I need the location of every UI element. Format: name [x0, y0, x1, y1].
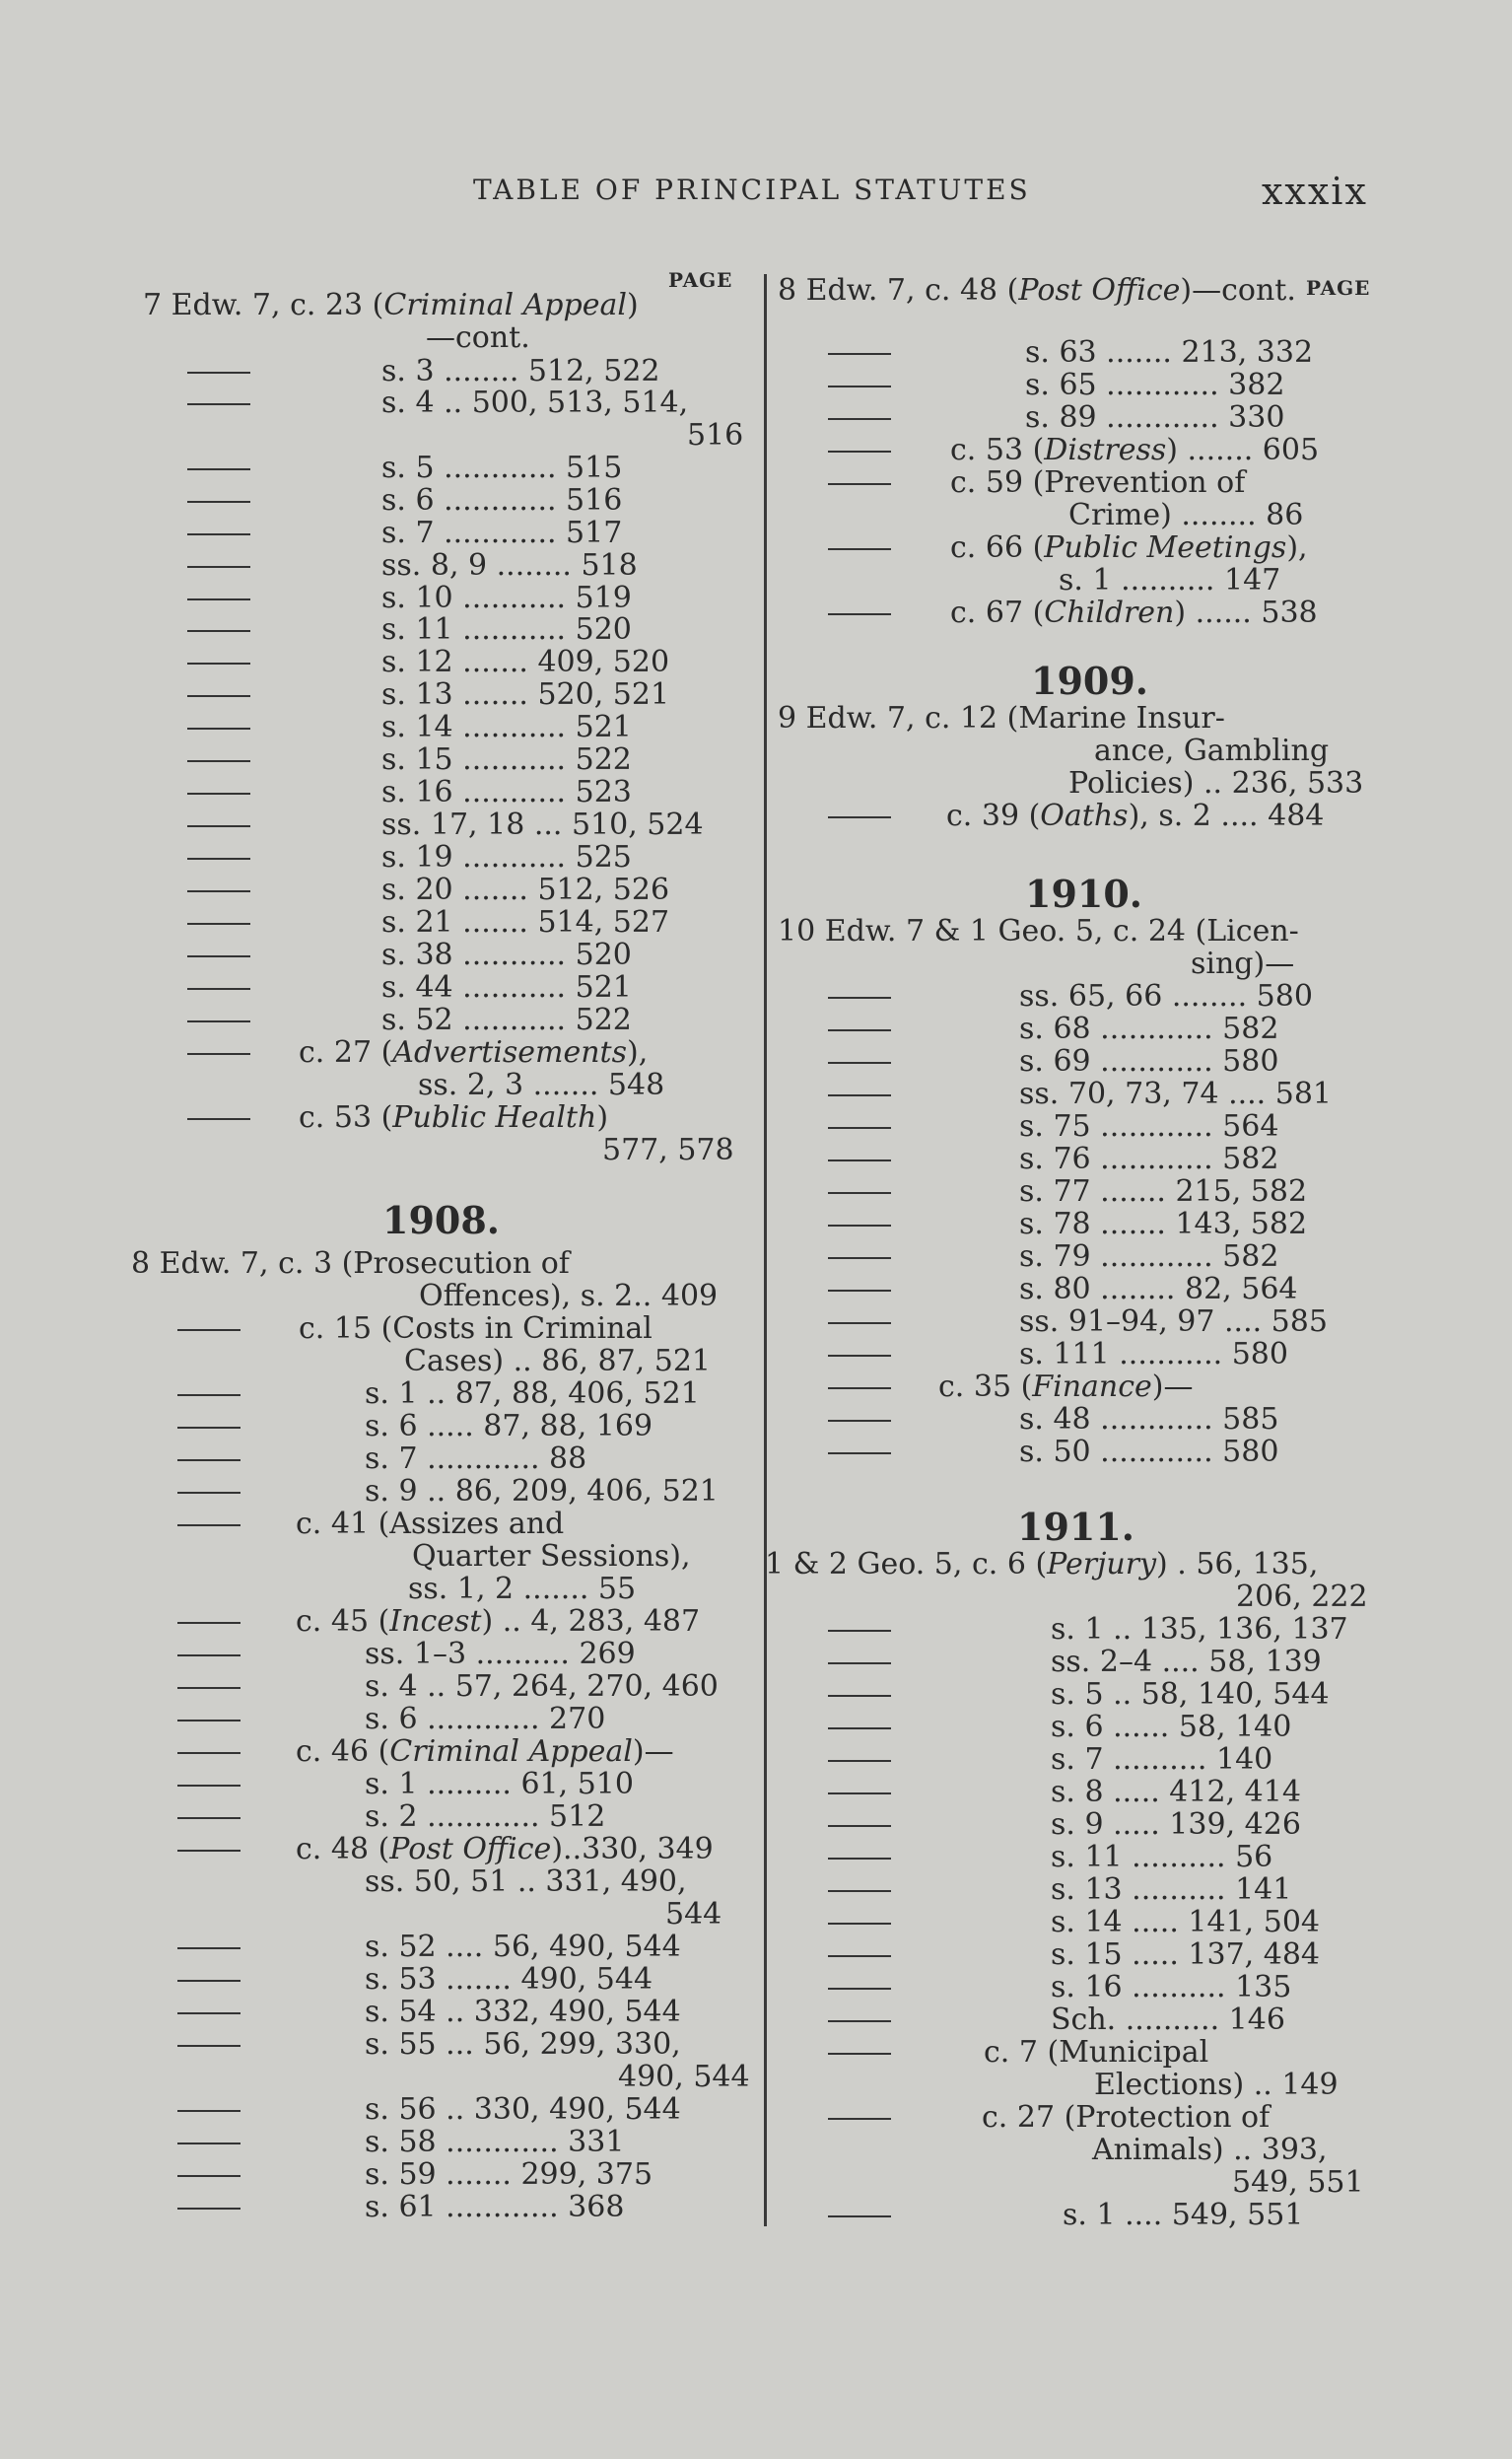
left-page-label: PAGE: [668, 268, 733, 292]
ditto-dash-line: [828, 1355, 891, 1357]
ditto-dash-line: [828, 1159, 891, 1161]
index-entry: 9 Edw. 7, c. 12 (Marine Insur-: [778, 701, 1225, 736]
ditto-dash-line: [828, 1923, 891, 1925]
index-entry: 8 Edw. 7, c. 48 (Post Office)—cont.: [778, 273, 1296, 308]
index-entry: s. 13 ....... 520, 521: [381, 677, 670, 712]
index-entry: s. 9 ..... 139, 426: [1051, 1807, 1301, 1842]
ditto-dash-line: [187, 598, 250, 600]
index-entry: s. 75 ............ 564: [1019, 1109, 1279, 1144]
index-entry: ss. 17, 18 ... 510, 524: [381, 808, 704, 842]
ditto-dash-line: [828, 1322, 891, 1324]
index-entry: Sch. .......... 146: [1051, 2002, 1285, 2037]
index-entry: ance, Gambling: [1094, 734, 1330, 768]
ditto-dash-line: [828, 1062, 891, 1064]
ditto-dash-line: [828, 816, 891, 818]
year-heading: 1911.: [1017, 1505, 1134, 1549]
ditto-dash-line: [187, 955, 250, 957]
index-entry: c. 53 (Distress) ....... 605: [950, 433, 1320, 467]
ditto-dash-line: [828, 1955, 891, 1957]
column-divider: [764, 274, 767, 2226]
index-entry: c. 67 (Children) ...... 538: [950, 596, 1318, 630]
ditto-dash-line: [187, 630, 250, 632]
index-entry: c. 59 (Prevention of: [950, 465, 1246, 500]
ditto-dash-line: [177, 2175, 241, 2177]
ditto-dash-line: [828, 1988, 891, 1990]
ditto-dash-line: [828, 1387, 891, 1389]
ditto-dash-line: [828, 451, 891, 453]
index-entry: s. 68 ............ 582: [1019, 1012, 1279, 1046]
index-entry: s. 38 ........... 520: [381, 938, 632, 972]
ditto-dash-line: [177, 1329, 241, 1331]
index-entry: Cases) .. 86, 87, 521: [404, 1344, 711, 1378]
index-entry: s. 14 ..... 141, 504: [1051, 1905, 1320, 1939]
index-entry: Policies) .. 236, 533: [1068, 766, 1364, 801]
ditto-dash-line: [177, 1720, 241, 1721]
index-entry: ss. 65, 66 ........ 580: [1019, 979, 1313, 1014]
ditto-dash-line: [828, 1225, 891, 1227]
ditto-dash-line: [828, 2118, 891, 2120]
index-entry: 549, 551: [1232, 2165, 1364, 2200]
ditto-dash-line: [177, 1492, 241, 1494]
index-entry: s. 63 ....... 213, 332: [1025, 335, 1314, 370]
index-entry: s. 10 ........... 519: [381, 581, 632, 615]
index-entry: s. 14 ........... 521: [381, 710, 632, 744]
index-entry: 490, 544: [618, 2060, 750, 2094]
index-entry: c. 45 (Incest) .. 4, 283, 487: [296, 1604, 701, 1639]
index-entry: Elections) .. 149: [1094, 2068, 1339, 2102]
index-entry: ss. 2–4 .... 58, 139: [1051, 1645, 1322, 1679]
index-entry: s. 77 ....... 215, 582: [1019, 1174, 1308, 1209]
ditto-dash-line: [828, 1825, 891, 1827]
index-entry: s. 13 .......... 141: [1051, 1872, 1292, 1907]
ditto-dash-line: [187, 695, 250, 697]
index-entry: c. 27 (Protection of: [982, 2100, 1271, 2135]
index-entry: s. 1 .......... 147: [1059, 563, 1281, 597]
ditto-dash-line: [187, 728, 250, 730]
ditto-dash-line: [187, 533, 250, 535]
ditto-dash-line: [187, 501, 250, 503]
ditto-dash-line: [177, 1752, 241, 1754]
index-entry: 10 Edw. 7 & 1 Geo. 5, c. 24 (Licen-: [778, 914, 1299, 948]
index-entry: s. 52 .... 56, 490, 544: [365, 1930, 681, 1964]
ditto-dash-line: [177, 1687, 241, 1689]
index-entry: s. 76 ............ 582: [1019, 1142, 1279, 1176]
ditto-dash-line: [177, 2143, 241, 2144]
ditto-dash-line: [177, 2110, 241, 2112]
ditto-dash-line: [177, 2045, 241, 2047]
index-entry: s. 4 .. 500, 513, 514,: [381, 386, 689, 420]
index-entry: sing)—: [1191, 947, 1295, 981]
index-entry: s. 7 .......... 140: [1051, 1742, 1273, 1777]
index-entry: ss. 70, 73, 74 .... 581: [1019, 1077, 1333, 1111]
ditto-dash-line: [187, 793, 250, 795]
index-entry: s. 89 ............ 330: [1025, 400, 1285, 435]
index-entry: s. 5 .. 58, 140, 544: [1051, 1677, 1330, 1712]
index-entry: c. 15 (Costs in Criminal: [299, 1311, 653, 1346]
ditto-dash-line: [828, 1029, 891, 1031]
year-heading: 1909.: [1031, 659, 1148, 703]
ditto-dash-line: [177, 1459, 241, 1461]
ditto-dash-line: [828, 1127, 891, 1129]
index-entry: s. 9 .. 86, 209, 406, 521: [365, 1474, 719, 1509]
index-entry: s. 15 ........... 522: [381, 742, 632, 777]
year-heading: 1910.: [1025, 872, 1142, 916]
ditto-dash-line: [828, 2053, 891, 2055]
index-entry: s. 11 .......... 56: [1051, 1840, 1273, 1874]
index-entry: s. 8 ..... 412, 414: [1051, 1775, 1301, 1809]
index-entry: c. 48 (Post Office)..330, 349: [296, 1832, 714, 1866]
index-entry: s. 54 .. 332, 490, 544: [365, 1995, 681, 2029]
index-entry: s. 65 ............ 382: [1025, 368, 1285, 402]
index-entry: 206, 222: [1236, 1580, 1368, 1614]
index-entry: ss. 8, 9 ........ 518: [381, 548, 638, 583]
index-entry: s. 3 ........ 512, 522: [381, 354, 660, 388]
ditto-dash-line: [828, 1630, 891, 1632]
ditto-dash-line: [828, 548, 891, 550]
ditto-dash-line: [187, 923, 250, 925]
ditto-dash-line: [828, 1257, 891, 1259]
index-entry: s. 6 ............ 270: [365, 1702, 606, 1736]
ditto-dash-line: [177, 2208, 241, 2210]
index-entry: s. 1 .. 135, 136, 137: [1051, 1612, 1348, 1647]
index-entry: s. 7 ............ 88: [365, 1441, 587, 1476]
ditto-dash-line: [828, 1727, 891, 1729]
index-entry: ss. 91–94, 97 .... 585: [1019, 1304, 1328, 1339]
index-entry: ss. 1, 2 ....... 55: [408, 1572, 637, 1606]
ditto-dash-line: [177, 1980, 241, 1982]
index-entry: ss. 1–3 .......... 269: [365, 1637, 636, 1671]
index-entry: s. 11 ........... 520: [381, 612, 632, 647]
ditto-dash-line: [177, 1654, 241, 1656]
index-entry: s. 6 ............ 516: [381, 483, 623, 518]
running-title: TABLE OF PRINCIPAL STATUTES: [473, 174, 1031, 206]
ditto-dash-line: [177, 1817, 241, 1819]
ditto-dash-line: [828, 1192, 891, 1194]
index-entry: s. 20 ....... 512, 526: [381, 873, 670, 907]
ditto-dash-line: [177, 2012, 241, 2014]
ditto-dash-line: [187, 825, 250, 827]
index-entry: c. 7 (Municipal: [984, 2035, 1209, 2070]
index-entry: s. 15 ..... 137, 484: [1051, 1937, 1320, 1972]
index-entry: s. 80 ........ 82, 564: [1019, 1272, 1298, 1306]
ditto-dash-line: [187, 372, 250, 374]
index-entry: s. 44 ........... 521: [381, 970, 632, 1005]
index-entry: s. 21 ....... 514, 527: [381, 905, 670, 940]
index-entry: c. 35 (Finance)—: [938, 1370, 1194, 1404]
index-entry: s. 2 ............ 512: [365, 1799, 606, 1834]
index-entry: ss. 50, 51 .. 331, 490,: [365, 1864, 687, 1899]
index-entry: s. 48 ............ 585: [1019, 1402, 1279, 1437]
ditto-dash-line: [828, 353, 891, 355]
index-entry: s. 16 ........... 523: [381, 775, 632, 809]
index-entry: 1 & 2 Geo. 5, c. 6 (Perjury) . 56, 135,: [765, 1547, 1319, 1581]
index-entry: 544: [665, 1897, 722, 1932]
index-entry: s. 56 .. 330, 490, 544: [365, 2092, 681, 2127]
index-entry: s. 6 ...... 58, 140: [1051, 1710, 1292, 1744]
ditto-dash-line: [177, 1622, 241, 1624]
index-entry: s. 19 ........... 525: [381, 840, 632, 875]
index-entry: s. 53 ....... 490, 544: [365, 1962, 653, 1997]
index-entry: —cont.: [426, 320, 530, 355]
index-entry: s. 50 ............ 580: [1019, 1435, 1279, 1469]
ditto-dash-line: [187, 566, 250, 568]
ditto-dash-line: [828, 1760, 891, 1762]
index-entry: 8 Edw. 7, c. 3 (Prosecution of: [131, 1246, 570, 1281]
index-entry: Crime) ........ 86: [1068, 498, 1304, 532]
index-entry: Quarter Sessions),: [412, 1539, 691, 1574]
ditto-dash-line: [828, 1420, 891, 1422]
index-entry: s. 1 .. 87, 88, 406, 521: [365, 1376, 700, 1411]
ditto-dash-line: [828, 1290, 891, 1292]
ditto-dash-line: [187, 468, 250, 470]
ditto-dash-line: [828, 1452, 891, 1454]
index-entry: s. 1 ......... 61, 510: [365, 1767, 634, 1801]
index-entry: s. 78 ....... 143, 582: [1019, 1207, 1308, 1241]
index-entry: s. 52 ........... 522: [381, 1003, 632, 1037]
ditto-dash-line: [828, 1094, 891, 1096]
ditto-dash-line: [828, 386, 891, 387]
index-entry: c. 66 (Public Meetings),: [950, 530, 1308, 565]
index-entry: s. 58 ............ 331: [365, 2125, 625, 2159]
right-page-label: PAGE: [1306, 276, 1371, 300]
index-entry: 516: [687, 418, 744, 453]
index-entry: s. 1 .... 549, 551: [1063, 2198, 1304, 2232]
ditto-dash-line: [187, 890, 250, 892]
ditto-dash-line: [187, 663, 250, 665]
index-entry: s. 4 .. 57, 264, 270, 460: [365, 1669, 719, 1704]
ditto-dash-line: [187, 988, 250, 990]
index-entry: s. 61 ............ 368: [365, 2190, 625, 2224]
year-heading: 1908.: [382, 1198, 500, 1242]
ditto-dash-line: [828, 1890, 891, 1892]
ditto-dash-line: [828, 418, 891, 420]
index-entry: s. 16 .......... 135: [1051, 1970, 1292, 2004]
index-entry: s. 55 ... 56, 299, 330,: [365, 2027, 681, 2062]
ditto-dash-line: [177, 1850, 241, 1852]
ditto-dash-line: [187, 1020, 250, 1022]
ditto-dash-line: [828, 2020, 891, 2022]
ditto-dash-line: [177, 1947, 241, 1949]
index-entry: c. 41 (Assizes and: [296, 1507, 565, 1541]
index-entry: s. 111 ........... 580: [1019, 1337, 1288, 1371]
page-header: [0, 170, 1512, 213]
ditto-dash-line: [187, 858, 250, 860]
index-entry: s. 7 ............ 517: [381, 516, 623, 550]
index-entry: 577, 578: [602, 1133, 734, 1167]
ditto-dash-line: [828, 1858, 891, 1860]
page-number: xxxix: [1262, 170, 1368, 213]
index-entry: s. 5 ............ 515: [381, 451, 623, 485]
ditto-dash-line: [828, 1695, 891, 1697]
ditto-dash-line: [828, 613, 891, 615]
index-entry: c. 39 (Oaths), s. 2 .... 484: [946, 799, 1325, 833]
ditto-dash-line: [187, 760, 250, 762]
ditto-dash-line: [828, 1792, 891, 1794]
index-entry: c. 53 (Public Health): [299, 1100, 609, 1135]
ditto-dash-line: [177, 1427, 241, 1429]
index-entry: s. 12 ....... 409, 520: [381, 645, 670, 679]
ditto-dash-line: [187, 403, 250, 405]
index-entry: ss. 2, 3 ....... 548: [418, 1068, 665, 1102]
index-entry: s. 6 ..... 87, 88, 169: [365, 1409, 653, 1443]
index-entry: s. 79 ............ 582: [1019, 1239, 1279, 1274]
index-entry: Animals) .. 393,: [1092, 2133, 1328, 2167]
ditto-dash-line: [828, 2215, 891, 2217]
ditto-dash-line: [177, 1524, 241, 1526]
index-entry: s. 69 ............ 580: [1019, 1044, 1279, 1079]
ditto-dash-line: [828, 1662, 891, 1664]
ditto-dash-line: [828, 997, 891, 999]
index-entry: s. 59 ....... 299, 375: [365, 2157, 653, 2192]
ditto-dash-line: [177, 1394, 241, 1396]
index-entry: c. 46 (Criminal Appeal)—: [296, 1734, 674, 1769]
index-entry: c. 27 (Advertisements),: [299, 1035, 649, 1070]
index-entry: Offences), s. 2.. 409: [419, 1279, 719, 1313]
ditto-dash-line: [828, 483, 891, 485]
ditto-dash-line: [187, 1053, 250, 1055]
index-entry: 7 Edw. 7, c. 23 (Criminal Appeal): [143, 288, 639, 322]
ditto-dash-line: [177, 1785, 241, 1787]
ditto-dash-line: [187, 1118, 250, 1120]
